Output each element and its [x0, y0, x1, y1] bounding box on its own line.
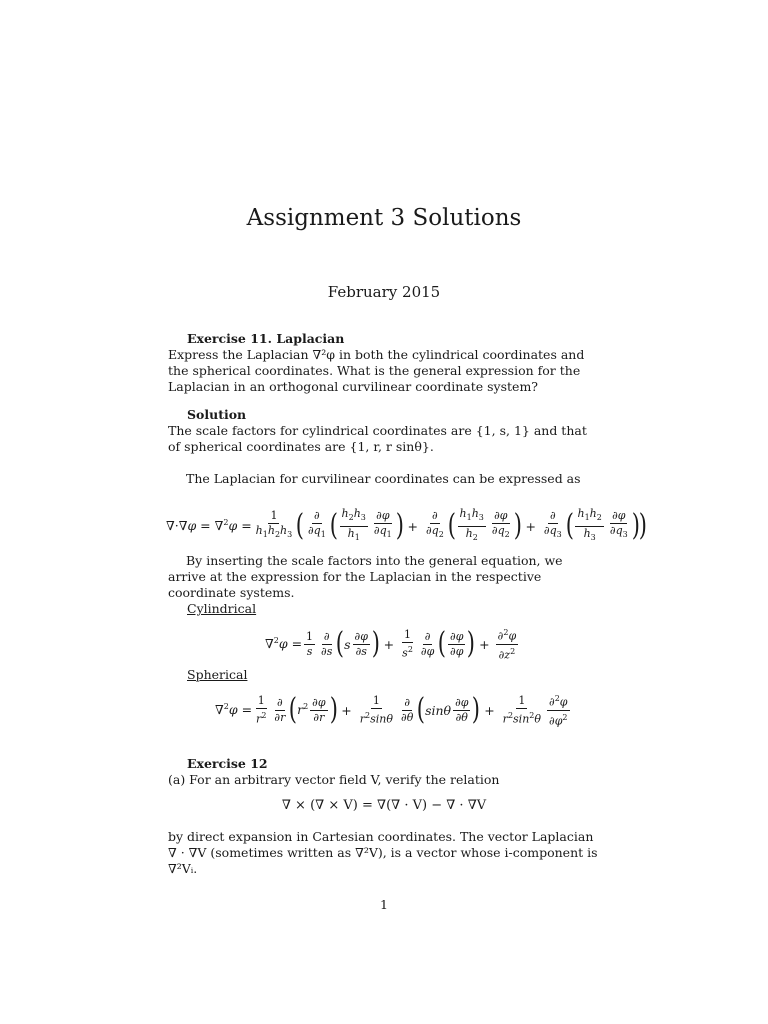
cylindrical-label: Cylindrical — [187, 601, 257, 616]
document-title: Assignment 3 Solutions — [246, 205, 522, 231]
laplacian-intro: The Laplacian for curvilinear coordinates can be expressed as — [186, 471, 581, 486]
insert-scale-factors-text: By inserting the scale factors into the general equation, we arrive at the expression for the Laplacian in the respective coordinate systems. — [168, 553, 563, 600]
exercise-12-part-a: (a) For an arbitrary vector field V, verify the relation — [168, 772, 500, 787]
solution-text: The scale factors for cylindrical coordinates are {1, s, 1} and that of spherical coordinates are {1, r, r sinθ}. — [168, 423, 587, 454]
general-laplacian-equation: ∇·∇φ = ∇$^2$φ = $\frac{1}{h_1h_2h_3}$ ( $\frac{\partial}{\partial q_1}$ ( $\frac{h_2h_3}{h_1}$ $\frac{\partial\varphi}{\partial q_1}$ ) + $\frac{\partial}{\partial q_2}$ ( $\frac{h_1h_3}{h_2}$ $\frac{\partial\varphi}{\partial q_2}$ ) + $\frac{\partial}{\partial q_3}$ ( $\frac{h_1h_2}{h_3}$ $\frac{\partial\varphi}{\partial q_3}$ ) ) — [166, 507, 648, 543]
solution-heading: Solution — [187, 407, 247, 422]
spherical-laplacian-equation: ∇$^2$φ = $\frac{1}{r^2}$ $\frac{\partial}{\partial r}$ ( $r^2$ $\frac{\partial\varphi}{\partial r}$ ) + $\frac{1}{r^2\sin\theta}$ $\frac{\partial}{\partial\theta}$ ( sinθ $\frac{\partial\varphi}{\partial\theta}$ ) + $\frac{1}{r^2\sin^2\theta}$ $\frac{\partial^2\varphi}{\partial\varphi^2}$ — [215, 692, 568, 728]
document-date: February 2015 — [327, 283, 441, 301]
spherical-label: Spherical — [187, 667, 248, 682]
exercise-12-heading: Exercise 12 — [187, 756, 268, 771]
page-number: 1 — [380, 897, 388, 912]
exercise-11-prompt: Express the Laplacian ∇²φ in both the cylindrical coordinates and the spherical coordinates. What is the general expression for the Laplacian in an orthogonal curvilinear coordinate system? — [168, 347, 585, 394]
exercise-12-explanation: by direct expansion in Cartesian coordinates. The vector Laplacian ∇ · ∇V (sometimes written as ∇²V), is a vector whose i-component is ∇²Vᵢ. — [168, 829, 598, 876]
exercise-11-heading: Exercise 11. Laplacian — [187, 331, 345, 346]
cylindrical-laplacian-equation: ∇$^2$φ = $\frac{1}{s}$ $\frac{\partial}{\partial s}$ ( s $\frac{\partial\varphi}{\partial s}$ ) + $\frac{1}{s^2}$ $\frac{\partial}{\partial\varphi}$ ( $\frac{\partial\varphi}{\partial\varphi}$ ) + $\frac{\partial^2\varphi}{\partial z^2}$ — [265, 626, 517, 662]
vector-identity-equation: ∇ × (∇ × V) = ∇(∇ · V) − ∇ · ∇V — [281, 798, 487, 813]
